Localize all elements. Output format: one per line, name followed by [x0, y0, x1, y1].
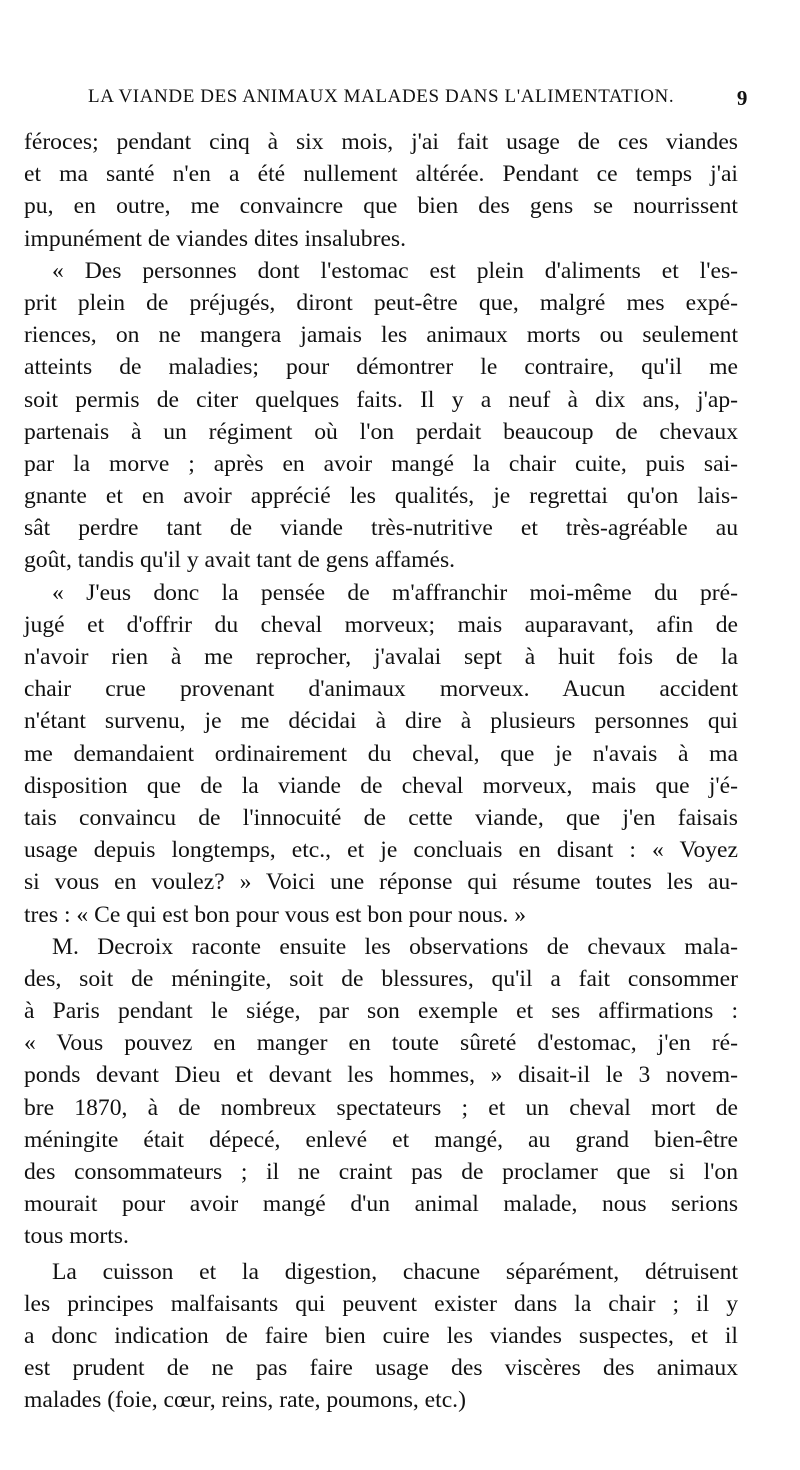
text-line: « Des personnes dont l'estomac est plein d'aliments et l'es-: [52, 257, 738, 284]
text-line: soit permis de citer quelques faits. Il y a neuf à dix ans, j'ap-: [24, 386, 738, 413]
text-line: tres : « Ce qui est bon pour vous est bon pour nous. »: [24, 901, 526, 928]
text-line: usage depuis longtemps, etc., et je concluais en disant : « Voyez: [24, 837, 738, 864]
text-line: ponds devant Dieu et devant les hommes, » disait-il le 3 novem-: [24, 1062, 738, 1089]
text-line: des consommateurs ; il ne craint pas de proclamer que si l'on: [24, 1159, 738, 1185]
page-number: 9: [736, 86, 748, 110]
text-line: chair crue provenant d'animaux morveux. Aucun accident: [24, 676, 738, 703]
text-line: tais convaincu de l'innocuité de cette viande, que j'en faisais: [24, 804, 738, 831]
text-line: La cuisson et la digestion, chacune séparément, détruisent: [52, 1258, 738, 1285]
text-line: M. Decroix raconte ensuite les observations de chevaux mala-: [52, 933, 738, 960]
text-line: disposition que de la viande de cheval morveux, mais que j'é-: [24, 772, 738, 799]
text-line: féroces; pendant cinq à six mois, j'ai fait usage de ces viandes: [24, 129, 738, 155]
text-line: pu, en outre, me convaincre que bien des gens se nourrissent: [24, 193, 738, 220]
text-line: malades (foie, cœur, reins, rate, poumons, etc.): [24, 1387, 466, 1414]
text-line: goût, tandis qu'il y avait tant de gens affamés.: [24, 547, 456, 574]
text-line: « J'eus donc la pensée de m'affranchir moi-même du pré-: [52, 579, 738, 606]
text-line: si vous en voulez? » Voici une réponse qui résume toutes les au-: [24, 869, 738, 896]
text-line: est prudent de ne pas faire usage des viscères des animaux: [24, 1355, 738, 1382]
text-line: tous morts.: [24, 1223, 129, 1250]
text-line: gnante et en avoir apprécié les qualités, je regrettai qu'on lais-: [24, 483, 738, 510]
text-line: méningite était dépecé, enlevé et mangé, au grand bien-être: [24, 1126, 738, 1153]
text-line: riences, on ne mangera jamais les animaux morts ou seulement: [24, 322, 738, 349]
text-line: les principes malfaisants qui peuvent exister dans la chair ; il y: [24, 1290, 738, 1317]
text-line: mourait pour avoir mangé d'un animal malade, nous serions: [24, 1191, 738, 1218]
text-line: à Paris pendant le siége, par son exemple et ses affirmations :: [24, 998, 738, 1025]
body-text: [24, 126, 738, 1417]
text-line: bre 1870, à de nombreux spectateurs ; et un cheval mort de: [24, 1094, 738, 1121]
text-line: me demandaient ordinairement du cheval, que je n'avais à ma: [24, 740, 738, 767]
text-line: sât perdre tant de viande très-nutritive et très-agréable au: [24, 515, 738, 542]
text-line: prit plein de préjugés, diront peut-être que, malgré mes expé-: [24, 289, 738, 316]
text-line: a donc indication de faire bien cuire les viandes suspectes, et il: [24, 1322, 738, 1349]
text-line: et ma santé n'en a été nullement altérée. Pendant ce temps j'ai: [24, 161, 738, 188]
running-head: [88, 86, 748, 116]
text-line: « Vous pouvez en manger en toute sûreté d'estomac, j'en ré-: [24, 1030, 738, 1057]
text-line: jugé et d'offrir du cheval morveux; mais auparavant, afin de: [24, 611, 738, 638]
text-line: partenais à un régiment où l'on perdait beaucoup de chevaux: [24, 418, 738, 445]
text-line: atteints de maladies; pour démontrer le contraire, qu'il me: [24, 354, 738, 381]
text-line: impunément de viandes dites insalubres.: [24, 225, 407, 252]
text-line: des, soit de méningite, soit de blessures, qu'il a fait consommer: [24, 965, 738, 992]
text-line: par la morve ; après en avoir mangé la chair cuite, puis sai-: [24, 450, 738, 477]
running-title: LA VIANDE DES ANIMAUX MALADES DANS L'ALIMENTATION.: [88, 86, 675, 107]
text-line: n'étant survenu, je me décidai à dire à plusieurs personnes qui: [24, 708, 738, 735]
text-line: n'avoir rien à me reprocher, j'avalai sept à huit fois de la: [24, 644, 738, 670]
